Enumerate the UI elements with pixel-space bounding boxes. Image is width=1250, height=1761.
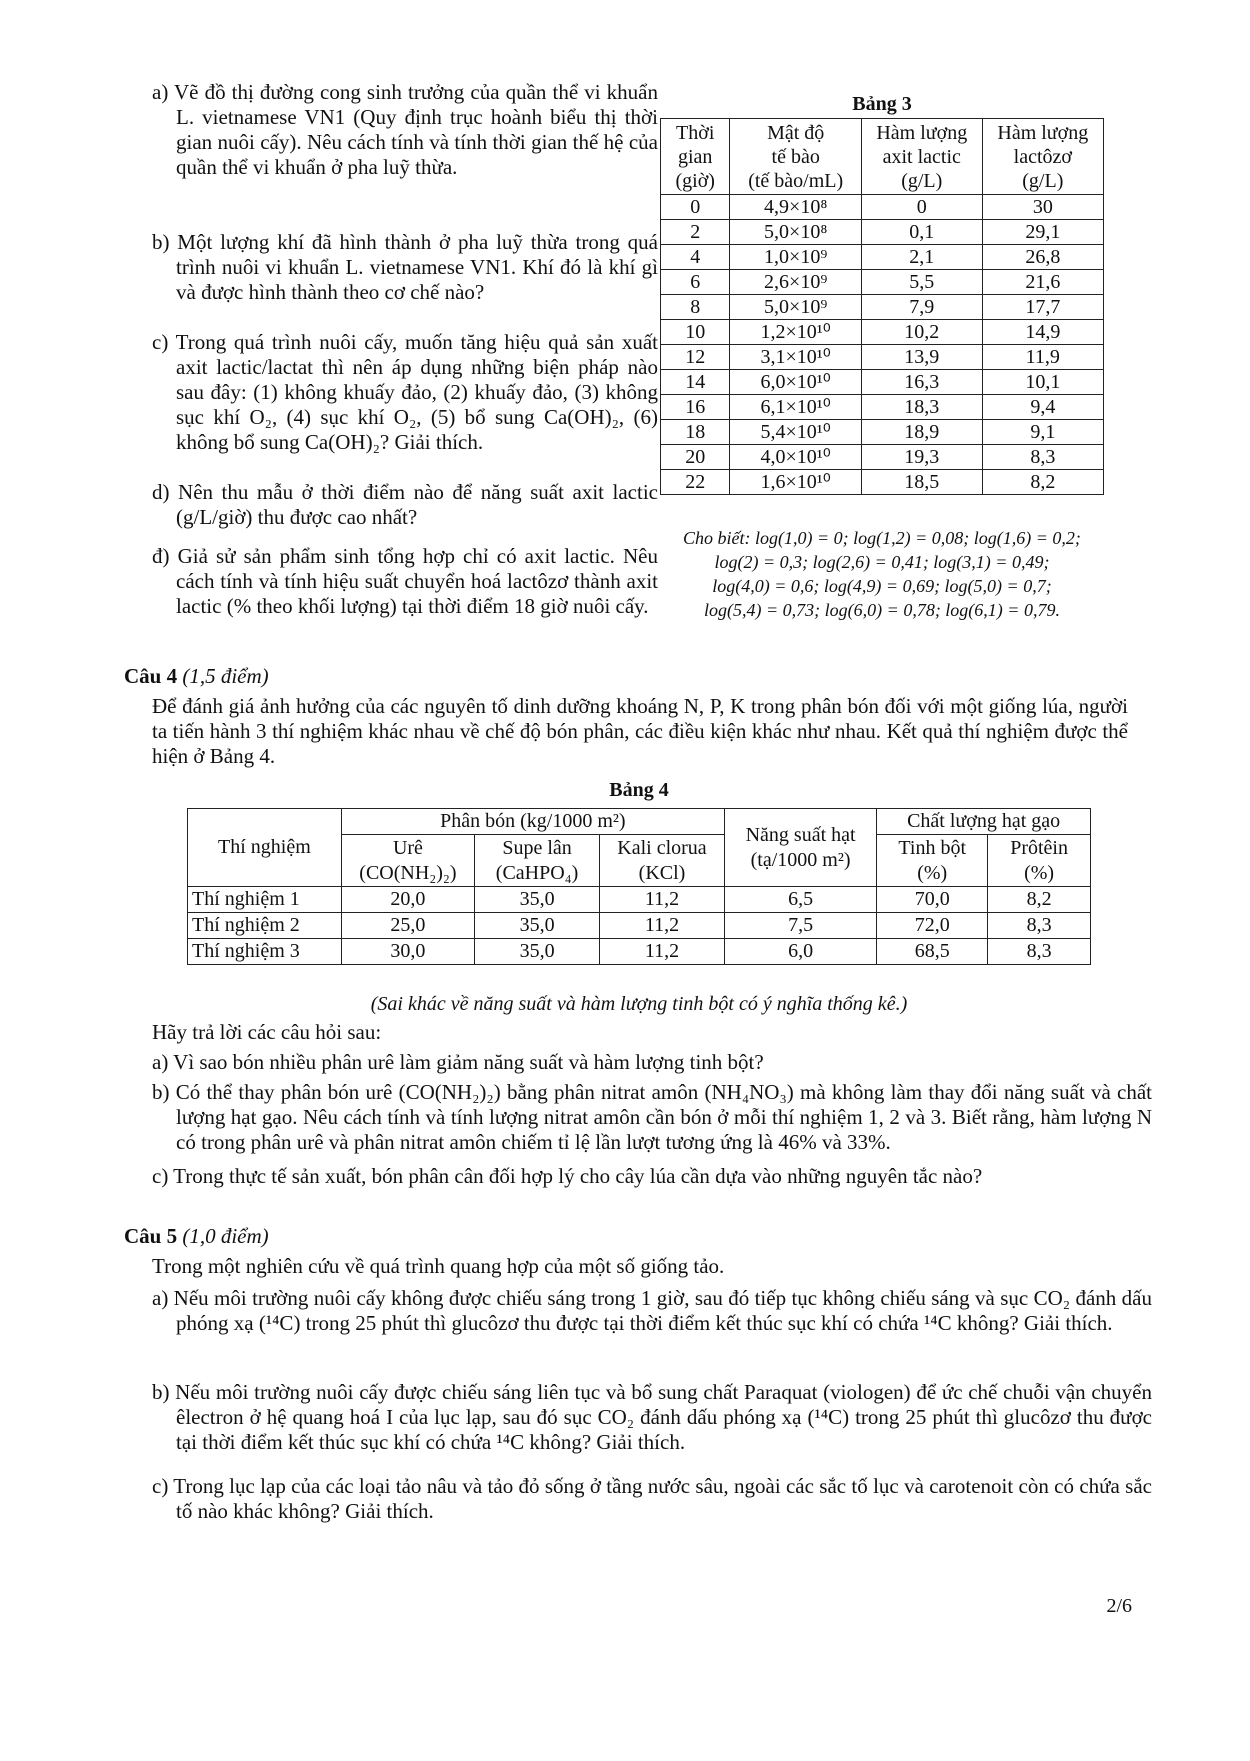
header-line: lactôzơ — [1013, 145, 1072, 168]
table4-title: Bảng 4 — [609, 779, 669, 801]
table3-cell: 6,0×10¹⁰ — [730, 370, 861, 395]
table3-cell: 29,1 — [982, 220, 1103, 245]
question-3d: d) Nên thu mẫu ở thời điểm nào để năng suất axit lactic (g/L/giờ) thu được cao nhất? — [152, 480, 658, 529]
table4-cell: 20,0 — [341, 887, 474, 913]
cau4-prompt: Hãy trả lời các câu hỏi sau: — [152, 1020, 382, 1044]
cau4-points: (1,5 điểm) — [182, 664, 269, 688]
table3-cell: 13,9 — [861, 345, 982, 370]
table3-cell: 4,0×10¹⁰ — [730, 445, 861, 470]
question-4b: b) Có thể thay phân bón urê (CO(NH₂)₂) bằng phân nitrat amôn (NH₄NO₃) mà không làm thay đổi năng suất và chất lượng hạt gạo. Nêu cách tính và tính lượng nitrat amôn cần bón ở mỗi thí nghiệm 1, 2 và 3. Biết rằng, hàm lượng N có trong phân urê và phân nitrat amôn chiếm tỉ lệ lần lượt tương ứng là 46% và 33%. — [152, 1080, 1152, 1154]
protein-name: Prôtêin — [1010, 836, 1068, 859]
table3-cell: 1,6×10¹⁰ — [730, 470, 861, 495]
table3-cell: 21,6 — [982, 270, 1103, 295]
question-3dd: đ) Giả sử sản phẩm sinh tổng hợp chỉ có axit lactic. Nêu cách tính và tính hiệu suất chuyển hoá lactôzơ thành axit lactic (% theo khối lượng) tại thời điểm 18 giờ nuôi cấy. — [152, 544, 658, 618]
table4-cell: 8,2 — [988, 887, 1091, 913]
starch-unit: (%) — [917, 861, 948, 884]
table3-cell: 18,3 — [861, 395, 982, 420]
table3-cell: 10,1 — [982, 370, 1103, 395]
table4-cell: 30,0 — [341, 939, 474, 965]
table4-header-row-1 — [188, 809, 1091, 835]
table3-cell: 10,2 — [861, 320, 982, 345]
table4-cell: Thí nghiệm 2 — [188, 913, 342, 939]
table4-note: (Sai khác về năng suất và hàm lượng tinh bột có ý nghĩa thống kê.) — [370, 993, 908, 1015]
table3-row — [661, 420, 1104, 445]
table3-cell: 14 — [661, 370, 730, 395]
table3-row — [661, 320, 1104, 345]
table3-cell: 16,3 — [861, 370, 982, 395]
table3-cell: 0 — [861, 195, 982, 220]
table3-cell: 18 — [661, 420, 730, 445]
question-5c: c) Trong lục lạp của các loại tảo nâu và tảo đỏ sống ở tầng nước sâu, ngoài các sắc tố lục và carotenoit còn có chứa sắc tố nào khác không? Giải thích. — [152, 1474, 1152, 1523]
table4-cell: 35,0 — [475, 939, 600, 965]
yield-line: (tạ/1000 m²) — [750, 848, 851, 871]
note-line: Cho biết: log(1,0) = 0; log(1,2) = 0,08; log(1,6) = 0,2; — [683, 528, 1081, 548]
table3-cell: 9,4 — [982, 395, 1103, 420]
table4-header-ure — [341, 835, 474, 887]
table3-header-lactose — [982, 119, 1103, 195]
table4-cell: 25,0 — [341, 913, 474, 939]
table4-cell: 70,0 — [877, 887, 988, 913]
table3-cell: 26,8 — [982, 245, 1103, 270]
table4-cell: 7,5 — [724, 913, 876, 939]
table3-cell: 2,1 — [861, 245, 982, 270]
table4-cell: 72,0 — [877, 913, 988, 939]
table4 — [187, 808, 1091, 965]
note-line: log(5,4) = 0,73; log(6,0) = 0,78; log(6,1) = 0,79. — [704, 600, 1060, 620]
table3-row — [661, 295, 1104, 320]
table3-cell: 18,5 — [861, 470, 982, 495]
table4-cell: 35,0 — [475, 913, 600, 939]
table3-cell: 11,9 — [982, 345, 1103, 370]
table3-header-time — [661, 119, 730, 195]
table3-cell: 20 — [661, 445, 730, 470]
table3-cell: 22 — [661, 470, 730, 495]
table4-header-protein — [988, 835, 1091, 887]
cau5-heading — [124, 1224, 269, 1249]
table4-cell: 35,0 — [475, 887, 600, 913]
header-line: axit lactic — [882, 145, 961, 168]
table3-cell: 5,0×10⁸ — [730, 220, 861, 245]
table3-cell: 0,1 — [861, 220, 982, 245]
cau5-points: (1,0 điểm) — [182, 1224, 269, 1248]
table3-header-lactic — [861, 119, 982, 195]
header-line: gian — [678, 145, 713, 168]
table4-cell: 6,5 — [724, 887, 876, 913]
cau4-label: Câu 4 — [124, 664, 178, 688]
question-5b: b) Nếu môi trường nuôi cấy được chiếu sáng liên tục và bổ sung chất Paraquat (viologen) để ức chế chuỗi vận chuyển êlectron ở hệ quang hoá I của lục lạp, sau đó sục CO₂ đánh dấu phóng xạ (¹⁴C) trong 25 phút thì glucôzơ thu được tại thời điểm kết thúc sục khí có chứa ¹⁴C không? Giải thích. — [152, 1380, 1152, 1454]
table4-cell: 11,2 — [600, 939, 725, 965]
table3-row — [661, 445, 1104, 470]
header-line: (giờ) — [675, 169, 715, 192]
table3-row — [661, 470, 1104, 495]
table3-cell: 0 — [661, 195, 730, 220]
table3-cell: 16 — [661, 395, 730, 420]
table3-cell: 8 — [661, 295, 730, 320]
table3-cell: 2 — [661, 220, 730, 245]
header-line: Thời — [676, 121, 715, 144]
table3-cell: 4,9×10⁸ — [730, 195, 861, 220]
table4-header-starch — [877, 835, 988, 887]
cau5-intro: Trong một nghiên cứu về quá trình quang hợp của một số giống tảo. — [152, 1254, 725, 1278]
table3-cell: 5,0×10⁹ — [730, 295, 861, 320]
table3-cell: 19,3 — [861, 445, 982, 470]
table4-cell: 11,2 — [600, 913, 725, 939]
table3-cell: 3,1×10¹⁰ — [730, 345, 861, 370]
table3-row — [661, 245, 1104, 270]
table3-cell: 2,6×10⁹ — [730, 270, 861, 295]
header-line: Mật độ — [767, 121, 825, 144]
table3 — [660, 118, 1104, 495]
starch-name: Tinh bột — [898, 836, 967, 859]
table3-body — [661, 195, 1104, 495]
table4-cell: 11,2 — [600, 887, 725, 913]
table3-cell: 18,9 — [861, 420, 982, 445]
table3-note — [660, 526, 1104, 622]
header-line: Hàm lượng — [876, 121, 968, 144]
table3-row — [661, 395, 1104, 420]
table3-cell: 9,1 — [982, 420, 1103, 445]
supe-name: Supe lân — [502, 836, 572, 859]
table4-row — [188, 939, 1091, 965]
table3-row — [661, 370, 1104, 395]
table3-cell: 8,2 — [982, 470, 1103, 495]
table4-header-yield — [724, 809, 876, 887]
table3-cell: 17,7 — [982, 295, 1103, 320]
table4-cell: Thí nghiệm 3 — [188, 939, 342, 965]
table4-body — [188, 887, 1091, 965]
table3-cell: 30 — [982, 195, 1103, 220]
table4-cell: 8,3 — [988, 913, 1091, 939]
question-3b: b) Một lượng khí đã hình thành ở pha luỹ thừa trong quá trình nuôi vi khuẩn L. vietnamese VN1. Khí đó là khí gì và được hình thành theo cơ chế nào? — [152, 230, 658, 304]
table3-cell: 1,2×10¹⁰ — [730, 320, 861, 345]
protein-unit: (%) — [1024, 861, 1055, 884]
table4-cell: Thí nghiệm 1 — [188, 887, 342, 913]
question-3c: c) Trong quá trình nuôi cấy, muốn tăng hiệu quả sản xuất axit lactic/lactat thì nên áp dụng những biện pháp nào sau đây: (1) không khuấy đảo, (2) khuấy đảo, (3) không sục khí O₂, (4) sục khí O₂, (5) bổ sung Ca(OH)₂, (6) không bổ sung Ca(OH)₂? Giải thích. — [152, 330, 658, 454]
yield-line: Năng suất hạt — [745, 823, 856, 846]
table3-header-density — [730, 119, 861, 195]
kali-formula: (KCl) — [638, 861, 686, 884]
table3-cell: 5,4×10¹⁰ — [730, 420, 861, 445]
header-line: Hàm lượng — [997, 121, 1089, 144]
table3-cell: 5,5 — [861, 270, 982, 295]
table3-cell: 6 — [661, 270, 730, 295]
table4-header-kali — [600, 835, 725, 887]
table4-row — [188, 887, 1091, 913]
table4-header-quality: Chất lượng hạt gạo — [877, 809, 1091, 835]
question-5a: a) Nếu môi trường nuôi cấy không được chiếu sáng trong 1 giờ, sau đó tiếp tục không chiếu sáng và sục CO₂ đánh dấu phóng xạ (¹⁴C) trong 25 phút thì glucôzơ thu được tại thời điểm kết thúc sục khí có chứa ¹⁴C không? Giải thích. — [152, 1286, 1152, 1335]
table4-cell: 6,0 — [724, 939, 876, 965]
page-number: 2/6 — [1106, 1595, 1132, 1617]
table3-cell: 6,1×10¹⁰ — [730, 395, 861, 420]
header-line: (g/L) — [901, 169, 943, 192]
table3-title: Bảng 3 — [852, 93, 912, 115]
cau4-heading — [124, 664, 269, 689]
cau5-label: Câu 5 — [124, 1224, 178, 1248]
header-line: tế bào — [771, 145, 820, 168]
table3-row — [661, 270, 1104, 295]
note-line: log(2) = 0,3; log(2,6) = 0,41; log(3,1) = 0,49; — [714, 552, 1050, 572]
table4-row — [188, 913, 1091, 939]
table3-cell: 8,3 — [982, 445, 1103, 470]
supe-formula: (CaHPO₄) — [495, 861, 579, 884]
table3-cell: 7,9 — [861, 295, 982, 320]
table3-header-row — [661, 119, 1104, 195]
note-line: log(4,0) = 0,6; log(4,9) = 0,69; log(5,0) = 0,7; — [712, 576, 1052, 596]
kali-name: Kali clorua — [617, 836, 707, 859]
ure-name: Urê — [392, 836, 423, 859]
table3-cell: 4 — [661, 245, 730, 270]
table3-row — [661, 345, 1104, 370]
table4-cell: 68,5 — [877, 939, 988, 965]
table4-header-supe — [475, 835, 600, 887]
table4-header-fertilizer: Phân bón (kg/1000 m²) — [341, 809, 724, 835]
question-3a: a) Vẽ đồ thị đường cong sinh trưởng của quần thể vi khuẩn L. vietnamese VN1 (Quy định trục hoành biểu thị thời gian nuôi cấy). Nêu cách tính và tính thời gian thế hệ của quần thể vi khuẩn ở pha luỹ thừa. — [152, 80, 658, 179]
question-4a: a) Vì sao bón nhiều phân urê làm giảm năng suất và hàm lượng tinh bột? — [152, 1050, 764, 1074]
table3-cell: 12 — [661, 345, 730, 370]
header-line: (g/L) — [1022, 169, 1064, 192]
table3-cell: 14,9 — [982, 320, 1103, 345]
header-line: (tế bào/mL) — [748, 169, 844, 192]
ure-formula: (CO(NH₂)₂) — [359, 861, 457, 884]
question-4c: c) Trong thực tế sản xuất, bón phân cân đối hợp lý cho cây lúa cần dựa vào những nguyên tắc nào? — [152, 1164, 983, 1188]
table4-cell: 8,3 — [988, 939, 1091, 965]
table4-header-experiment: Thí nghiệm — [188, 809, 342, 887]
table3-row — [661, 220, 1104, 245]
table3-cell: 1,0×10⁹ — [730, 245, 861, 270]
table3-cell: 10 — [661, 320, 730, 345]
table3-row — [661, 195, 1104, 220]
cau4-intro: Để đánh giá ảnh hưởng của các nguyên tố dinh dưỡng khoáng N, P, K trong phân bón đối với một giống lúa, người ta tiến hành 3 thí nghiệm khác nhau về chế độ bón phân, các điều kiện khác như nhau. Kết quả thí nghiệm được thể hiện ở Bảng 4. — [152, 694, 1128, 768]
